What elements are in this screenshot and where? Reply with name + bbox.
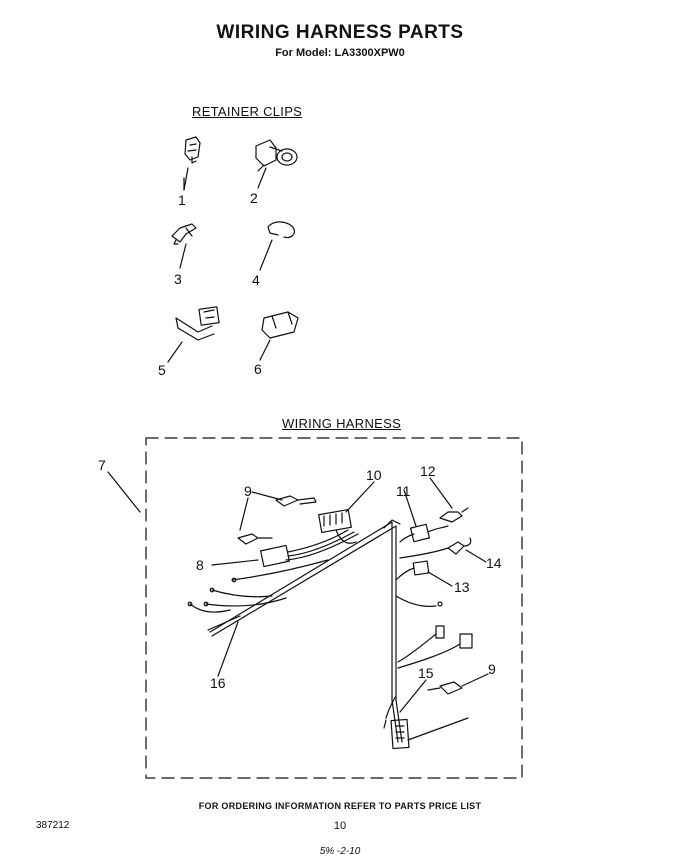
leader-13 [428,572,452,586]
callout-12: 12 [420,463,436,479]
leader-clip-5 [168,342,182,362]
handwritten-note: 5% -2-10 [319,846,361,857]
retainer-clip-6 [262,312,298,338]
leader-8 [212,560,258,565]
page-title: WIRING HARNESS PARTS [216,22,464,43]
retainer-clip-2 [256,140,297,171]
terminal-12 [440,508,468,522]
retainer-clip-3 [172,224,196,244]
callout-15: 15 [418,665,434,681]
leader-14 [466,550,486,562]
leader-clip-4 [260,240,272,270]
wiring-harness-heading: WIRING HARNESS [282,416,402,431]
retainer-clips-heading: RETAINER CLIPS [192,104,303,119]
connector-13 [396,561,442,606]
callout-10: 10 [366,467,382,483]
callout-3: 3 [174,271,182,287]
callout-14: 14 [486,555,502,571]
callout-8: 8 [196,557,204,573]
leader-clip-6 [260,340,270,360]
leader-10 [346,482,374,512]
leader-clip-3 [180,244,186,268]
wire-pigtails-left [188,560,328,612]
callout-9-upper: 9 [244,483,252,499]
document-number: 387212 [36,820,70,831]
retainer-clip-5 [176,307,219,340]
leader-12 [430,478,452,508]
leader-clip-2 [258,168,266,188]
retainer-clip-1 [184,137,200,190]
callout-5: 5 [158,362,166,378]
connector-11 [400,524,448,542]
terminal-9-upper-a [276,496,316,506]
terminal-9-lower [428,682,462,694]
harness-main-trunk [210,520,402,742]
harness-boundary [146,438,522,778]
leader-15 [400,680,426,712]
callout-11: 11 [396,483,411,499]
callout-2: 2 [250,190,258,206]
leader-9a-2 [240,498,248,530]
bottom-connector [391,718,468,749]
connector-8 [261,530,358,567]
ordering-note: FOR ORDERING INFORMATION REFER TO PARTS PRICE LIST [198,801,482,811]
callout-7: 7 [98,457,106,473]
callout-9-lower: 9 [488,661,496,677]
connector-lower-right [398,626,472,668]
callout-6: 6 [254,361,262,377]
terminal-9-upper-b [238,534,272,544]
callout-16: 16 [210,675,226,691]
retainer-clip-4 [268,222,294,238]
leader-9b [462,674,488,686]
leader-clip-1 [184,168,188,190]
callout-4: 4 [252,272,260,288]
terminal-14 [400,538,471,558]
page-number: 10 [333,820,347,832]
model-subtitle: For Model: LA3300XPW0 [275,47,405,59]
leader-9a-1 [252,492,282,500]
leader-7 [108,472,140,512]
callout-1: 1 [178,192,186,208]
callout-13: 13 [454,579,470,595]
